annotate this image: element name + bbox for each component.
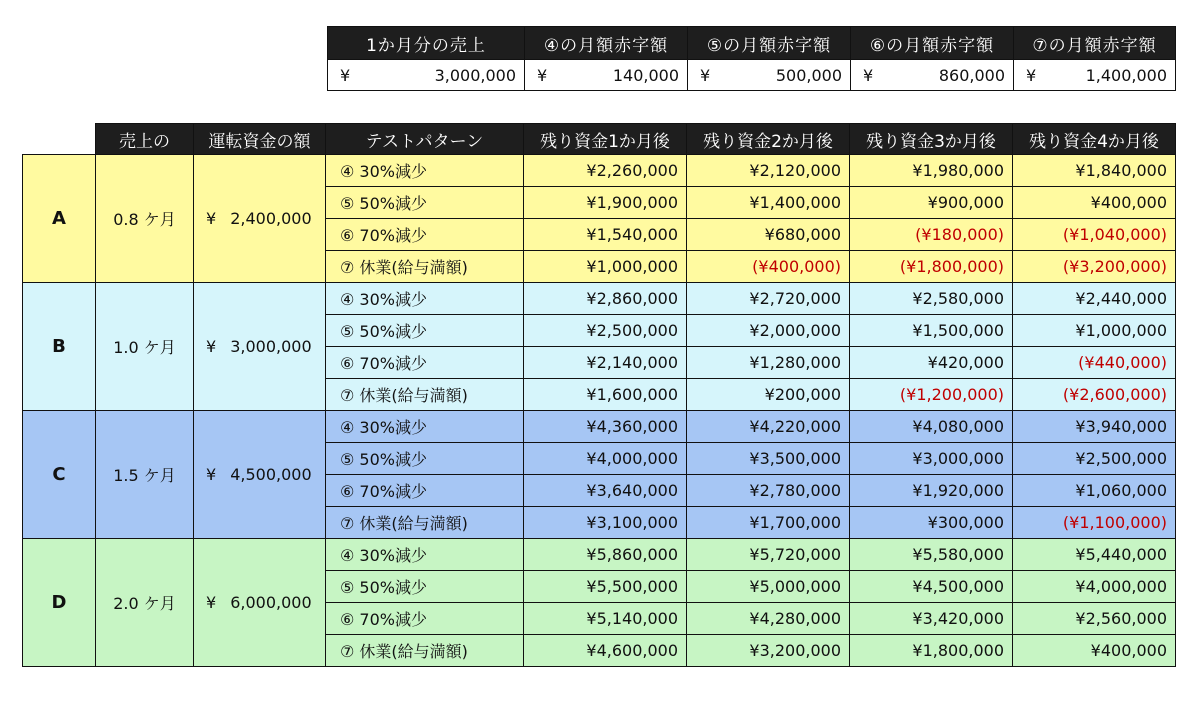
- remaining-funds-3m: ¥4,080,000: [850, 411, 1013, 443]
- remaining-funds-4m: ¥3,940,000: [1013, 411, 1176, 443]
- remaining-funds-1m: ¥2,500,000: [524, 315, 687, 347]
- sales-months: 1.5 ケ月: [96, 411, 194, 539]
- remaining-funds-4m: ¥1,060,000: [1013, 475, 1176, 507]
- header-remaining-1m: 残り資金1か月後: [524, 124, 687, 155]
- summary-header: ④の月額赤字額: [525, 27, 688, 60]
- header-sales-months: 売上の: [96, 124, 194, 155]
- fund-simulation-table: [22, 123, 1176, 667]
- summary-header-row: [328, 27, 1176, 60]
- working-capital: [194, 539, 326, 667]
- remaining-funds-2m: ¥3,200,000: [687, 635, 850, 667]
- remaining-funds-4m: ¥1,840,000: [1013, 155, 1176, 187]
- remaining-funds-1m: ¥4,600,000: [524, 635, 687, 667]
- remaining-funds-3m: ¥1,980,000: [850, 155, 1013, 187]
- remaining-funds-2m: ¥1,280,000: [687, 347, 850, 379]
- currency-symbol: ¥: [206, 593, 217, 612]
- remaining-funds-1m: ¥2,140,000: [524, 347, 687, 379]
- working-capital-value: 3,000,000: [230, 337, 312, 356]
- main-header-row: [23, 124, 1176, 155]
- group-label: C: [23, 411, 96, 539]
- remaining-funds-2m: ¥5,000,000: [687, 571, 850, 603]
- summary-header: ⑥の月額赤字額: [851, 27, 1014, 60]
- remaining-funds-4m: ¥400,000: [1013, 635, 1176, 667]
- currency-symbol: ¥: [206, 209, 217, 228]
- test-pattern: ⑤ 50%減少: [326, 187, 524, 219]
- remaining-funds-3m: ¥1,800,000: [850, 635, 1013, 667]
- test-pattern: ⑤ 50%減少: [326, 315, 524, 347]
- remaining-funds-2m: (¥400,000): [687, 251, 850, 283]
- remaining-funds-2m: ¥2,780,000: [687, 475, 850, 507]
- remaining-funds-3m: ¥900,000: [850, 187, 1013, 219]
- summary-header: ⑤の月額赤字額: [688, 27, 851, 60]
- header-remaining-3m: 残り資金3か月後: [850, 124, 1013, 155]
- currency-symbol: ¥: [700, 65, 711, 85]
- header-test-pattern: テストパターン: [326, 124, 524, 155]
- test-pattern: ⑥ 70%減少: [326, 475, 524, 507]
- remaining-funds-3m: ¥420,000: [850, 347, 1013, 379]
- remaining-funds-3m: ¥1,920,000: [850, 475, 1013, 507]
- working-capital-value: 6,000,000: [230, 593, 312, 612]
- working-capital-value: 2,400,000: [230, 209, 312, 228]
- remaining-funds-3m: ¥5,580,000: [850, 539, 1013, 571]
- remaining-funds-1m: ¥5,500,000: [524, 571, 687, 603]
- test-pattern: ⑦ 休業(給与満額): [326, 635, 524, 667]
- working-capital: [194, 411, 326, 539]
- remaining-funds-1m: ¥3,100,000: [524, 507, 687, 539]
- header-blank: [23, 124, 96, 155]
- summary-value: 500,000: [775, 65, 842, 85]
- test-pattern: ⑦ 休業(給与満額): [326, 507, 524, 539]
- remaining-funds-4m: ¥2,560,000: [1013, 603, 1176, 635]
- header-working-capital: 運転資金の額: [194, 124, 326, 155]
- summary-cell: [1014, 60, 1176, 91]
- remaining-funds-1m: ¥1,600,000: [524, 379, 687, 411]
- test-pattern: ⑤ 50%減少: [326, 571, 524, 603]
- table-row: [23, 283, 1176, 315]
- test-pattern: ⑤ 50%減少: [326, 443, 524, 475]
- remaining-funds-3m: ¥1,500,000: [850, 315, 1013, 347]
- remaining-funds-3m: (¥1,200,000): [850, 379, 1013, 411]
- group-label: B: [23, 283, 96, 411]
- sales-months: 2.0 ケ月: [96, 539, 194, 667]
- summary-value: 860,000: [938, 65, 1005, 85]
- currency-symbol: ¥: [863, 65, 874, 85]
- remaining-funds-2m: ¥4,280,000: [687, 603, 850, 635]
- summary-cell: [688, 60, 851, 91]
- remaining-funds-3m: (¥1,800,000): [850, 251, 1013, 283]
- remaining-funds-1m: ¥3,640,000: [524, 475, 687, 507]
- remaining-funds-1m: ¥2,860,000: [524, 283, 687, 315]
- summary-value: 1,400,000: [1085, 65, 1167, 85]
- test-pattern: ⑥ 70%減少: [326, 603, 524, 635]
- remaining-funds-1m: ¥1,540,000: [524, 219, 687, 251]
- main-table-body: [23, 155, 1176, 667]
- test-pattern: ④ 30%減少: [326, 539, 524, 571]
- remaining-funds-1m: ¥4,360,000: [524, 411, 687, 443]
- remaining-funds-2m: ¥1,400,000: [687, 187, 850, 219]
- remaining-funds-2m: ¥200,000: [687, 379, 850, 411]
- currency-symbol: ¥: [206, 337, 217, 356]
- remaining-funds-1m: ¥5,140,000: [524, 603, 687, 635]
- remaining-funds-3m: (¥180,000): [850, 219, 1013, 251]
- remaining-funds-2m: ¥3,500,000: [687, 443, 850, 475]
- remaining-funds-2m: ¥1,700,000: [687, 507, 850, 539]
- group-label: A: [23, 155, 96, 283]
- remaining-funds-1m: ¥2,260,000: [524, 155, 687, 187]
- remaining-funds-4m: (¥2,600,000): [1013, 379, 1176, 411]
- test-pattern: ④ 30%減少: [326, 283, 524, 315]
- remaining-funds-3m: ¥2,580,000: [850, 283, 1013, 315]
- remaining-funds-4m: ¥400,000: [1013, 187, 1176, 219]
- remaining-funds-3m: ¥4,500,000: [850, 571, 1013, 603]
- currency-symbol: ¥: [537, 65, 548, 85]
- sales-months: 1.0 ケ月: [96, 283, 194, 411]
- working-capital: [194, 283, 326, 411]
- header-remaining-2m: 残り資金2か月後: [687, 124, 850, 155]
- test-pattern: ④ 30%減少: [326, 411, 524, 443]
- remaining-funds-4m: (¥1,040,000): [1013, 219, 1176, 251]
- summary-header: 1か月分の売上: [328, 27, 525, 60]
- sales-months: 0.8 ケ月: [96, 155, 194, 283]
- table-row: [23, 155, 1176, 187]
- remaining-funds-3m: ¥3,000,000: [850, 443, 1013, 475]
- table-row: [23, 411, 1176, 443]
- group-label: D: [23, 539, 96, 667]
- remaining-funds-1m: ¥1,900,000: [524, 187, 687, 219]
- header-remaining-4m: 残り資金4か月後: [1013, 124, 1176, 155]
- remaining-funds-1m: ¥4,000,000: [524, 443, 687, 475]
- remaining-funds-2m: ¥2,000,000: [687, 315, 850, 347]
- summary-table: [327, 26, 1176, 91]
- currency-symbol: ¥: [1026, 65, 1037, 85]
- test-pattern: ④ 30%減少: [326, 155, 524, 187]
- remaining-funds-4m: ¥5,440,000: [1013, 539, 1176, 571]
- currency-symbol: ¥: [206, 465, 217, 484]
- remaining-funds-3m: ¥3,420,000: [850, 603, 1013, 635]
- summary-value: 3,000,000: [434, 65, 516, 85]
- test-pattern: ⑦ 休業(給与満額): [326, 379, 524, 411]
- remaining-funds-3m: ¥300,000: [850, 507, 1013, 539]
- currency-symbol: ¥: [340, 65, 351, 85]
- remaining-funds-4m: (¥1,100,000): [1013, 507, 1176, 539]
- summary-header: ⑦の月額赤字額: [1014, 27, 1176, 60]
- remaining-funds-4m: ¥4,000,000: [1013, 571, 1176, 603]
- remaining-funds-4m: ¥1,000,000: [1013, 315, 1176, 347]
- remaining-funds-4m: (¥440,000): [1013, 347, 1176, 379]
- summary-value-row: [328, 60, 1176, 91]
- working-capital: [194, 155, 326, 283]
- remaining-funds-4m: ¥2,500,000: [1013, 443, 1176, 475]
- remaining-funds-2m: ¥2,120,000: [687, 155, 850, 187]
- remaining-funds-1m: ¥1,000,000: [524, 251, 687, 283]
- summary-value: 140,000: [612, 65, 679, 85]
- remaining-funds-2m: ¥680,000: [687, 219, 850, 251]
- working-capital-value: 4,500,000: [230, 465, 312, 484]
- summary-cell: [525, 60, 688, 91]
- test-pattern: ⑥ 70%減少: [326, 219, 524, 251]
- summary-cell: [328, 60, 525, 91]
- remaining-funds-1m: ¥5,860,000: [524, 539, 687, 571]
- table-row: [23, 539, 1176, 571]
- test-pattern: ⑦ 休業(給与満額): [326, 251, 524, 283]
- summary-cell: [851, 60, 1014, 91]
- remaining-funds-4m: (¥3,200,000): [1013, 251, 1176, 283]
- remaining-funds-2m: ¥2,720,000: [687, 283, 850, 315]
- remaining-funds-2m: ¥5,720,000: [687, 539, 850, 571]
- remaining-funds-2m: ¥4,220,000: [687, 411, 850, 443]
- test-pattern: ⑥ 70%減少: [326, 347, 524, 379]
- remaining-funds-4m: ¥2,440,000: [1013, 283, 1176, 315]
